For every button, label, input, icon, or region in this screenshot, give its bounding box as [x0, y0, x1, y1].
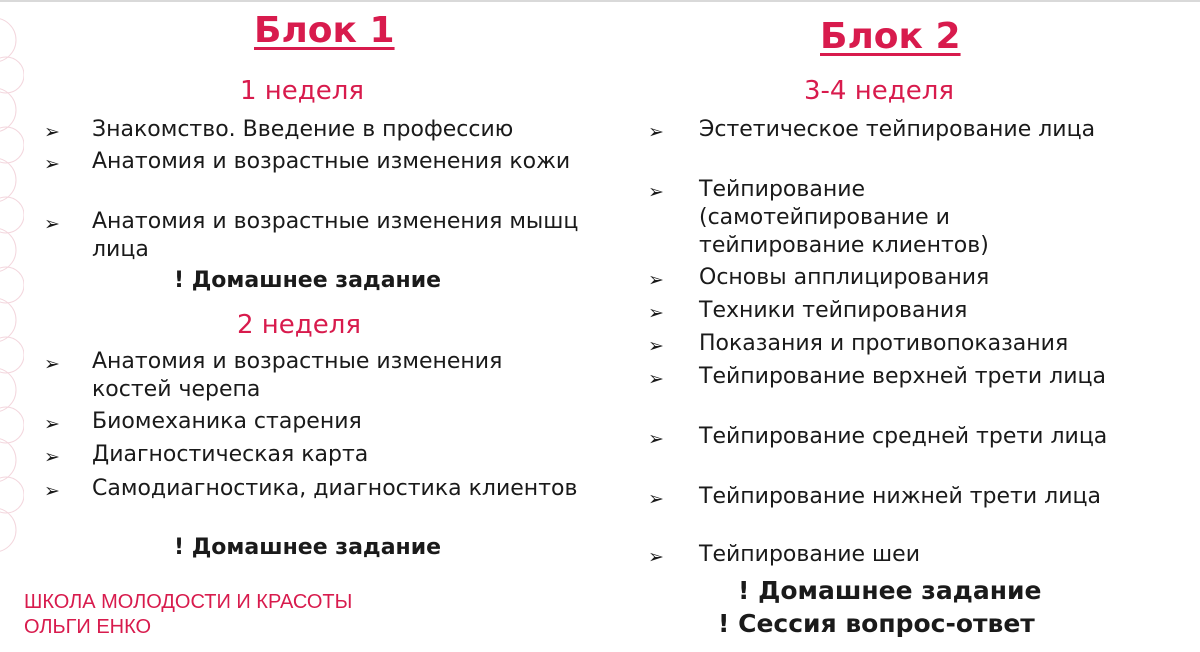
- bullet-arrow-icon: ➢: [648, 546, 664, 568]
- list-item: Знакомство. Введение в профессию: [92, 117, 514, 142]
- bullet-arrow-icon: ➢: [44, 480, 60, 502]
- list-item: Тейпирование средней трети лица: [699, 424, 1108, 449]
- homework-label: ! Домашнее задание: [174, 535, 442, 560]
- list-item: Основы апплицирования: [699, 265, 990, 290]
- list-item: Тейпирование шеи: [699, 542, 920, 567]
- school-brand: [24, 590, 352, 640]
- list-item: Показания и противопоказания: [699, 331, 1069, 356]
- bullet-arrow-icon: ➢: [648, 335, 664, 357]
- bullet-arrow-icon: ➢: [648, 181, 664, 203]
- top-divider: [0, 0, 1200, 2]
- brand-line-2: ОЛЬГИ ЕНКО: [24, 616, 152, 638]
- bullet-arrow-icon: ➢: [44, 413, 60, 435]
- decorative-pattern: [0, 0, 24, 652]
- weeks-3-4-title: 3-4 неделя: [804, 76, 954, 106]
- week-2-title: 2 неделя: [237, 310, 362, 340]
- bullet-arrow-icon: ➢: [44, 446, 60, 468]
- bullet-arrow-icon: ➢: [44, 213, 60, 235]
- bullet-arrow-icon: ➢: [648, 302, 664, 324]
- list-item: Анатомия и возрастные изменения мышц лица: [92, 209, 579, 262]
- bullet-arrow-icon: ➢: [44, 353, 60, 375]
- block-2-title: Блок 2: [820, 16, 961, 57]
- list-item: Биомеханика старения: [92, 409, 362, 434]
- bullet-arrow-icon: ➢: [648, 428, 664, 450]
- bullet-arrow-icon: ➢: [648, 488, 664, 510]
- list-item: Анатомия и возрастные изменения кожи: [92, 149, 571, 174]
- bullet-arrow-icon: ➢: [44, 153, 60, 175]
- week-1-title: 1 неделя: [240, 76, 365, 106]
- qa-session-label: ! Сессия вопрос-ответ: [718, 609, 1035, 638]
- list-item: Техники тейпирования: [699, 298, 968, 323]
- list-item: Тейпирование нижней трети лица: [699, 484, 1101, 509]
- list-item: Эстетическое тейпирование лица: [699, 117, 1096, 142]
- bullet-arrow-icon: ➢: [648, 368, 664, 390]
- list-item: Тейпирование верхней трети лица: [699, 364, 1106, 389]
- bullet-arrow-icon: ➢: [648, 269, 664, 291]
- bullet-arrow-icon: ➢: [44, 121, 60, 143]
- list-item: Самодиагностика, диагностика клиентов: [92, 476, 578, 501]
- list-item: Тейпирование (самотейпирование и тейпирование клиентов): [699, 177, 989, 258]
- list-item: Анатомия и возрастные изменения костей черепа: [92, 349, 503, 402]
- homework-label: ! Домашнее задание: [738, 576, 1042, 605]
- list-item: Диагностическая карта: [92, 442, 369, 467]
- block-1-title: Блок 1: [254, 10, 395, 51]
- homework-label: ! Домашнее задание: [174, 268, 442, 293]
- bullet-arrow-icon: ➢: [648, 121, 664, 143]
- brand-line-1: ШКОЛА МОЛОДОСТИ И КРАСОТЫ: [24, 591, 353, 613]
